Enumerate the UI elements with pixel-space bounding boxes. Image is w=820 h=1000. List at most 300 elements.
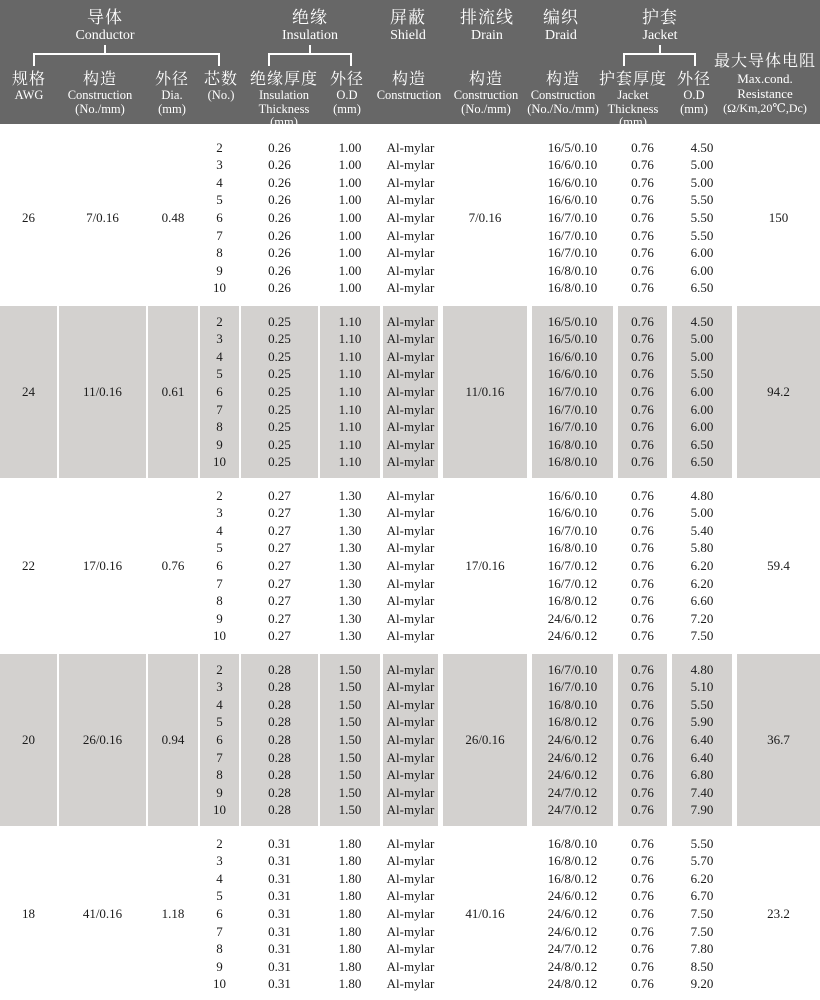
shield-construction-value: Al-mylar (386, 280, 435, 296)
column-header-insulation-thickness-line: Thickness (258, 101, 310, 116)
shield-construction-value: Al-mylar (386, 262, 435, 278)
core-count-value: 4 (216, 696, 223, 712)
awg-24-row-group (0, 306, 820, 478)
jacket-thickness-value: 0.76 (631, 522, 654, 538)
jacket-od-value: 6.20 (690, 558, 714, 574)
jacket-od-value: 4.80 (690, 487, 714, 503)
core-count-value: 4 (216, 174, 223, 190)
insulation-od-value: 1.50 (338, 696, 362, 712)
column-header-shield-construction-line: Construction (376, 88, 442, 102)
jacket-od-value: 6.20 (690, 575, 714, 591)
jacket-thickness-value: 0.76 (631, 714, 654, 730)
shield-construction-value: Al-mylar (386, 888, 435, 904)
shield-construction-value: Al-mylar (386, 139, 435, 155)
core-count-value: 4 (216, 348, 223, 364)
shield-construction-value: Al-mylar (386, 593, 435, 609)
insulation-thickness-value-column (241, 132, 318, 304)
jacket-od-value: 6.50 (690, 436, 714, 452)
shield-construction-value: Al-mylar (386, 245, 435, 261)
braid-construction-value: 24/8/0.12 (547, 976, 598, 992)
column-header-insulation-od (330, 70, 364, 116)
jacket-thickness-value: 0.76 (631, 870, 654, 886)
braid-construction-value-column (532, 306, 613, 478)
insulation-od-value: 1.80 (338, 888, 362, 904)
insulation-od-value: 1.10 (338, 436, 362, 452)
column-header-jacket-od (677, 70, 711, 116)
insulation-thickness-value: 0.26 (268, 157, 291, 173)
shield-construction-value: Al-mylar (386, 157, 435, 173)
jacket-od-value: 5.80 (690, 540, 714, 556)
core-count-value: 2 (216, 313, 223, 329)
shield-construction-value: Al-mylar (386, 384, 435, 400)
jacket-thickness-value-column (618, 480, 667, 652)
jacket-od-value: 6.40 (690, 732, 714, 748)
insulation-od-value: 1.00 (338, 280, 362, 296)
column-header-jacket-od-line: (mm) (680, 101, 708, 116)
jacket-od-value: 5.00 (690, 348, 714, 364)
conductor-dia-value: 1.18 (161, 906, 185, 921)
jacket-thickness-value: 0.76 (631, 679, 654, 695)
core-count-value-column (200, 654, 239, 826)
braid-construction-value: 24/7/0.12 (547, 941, 598, 957)
jacket-od-value: 5.00 (690, 174, 714, 190)
shield-construction-value: Al-mylar (386, 835, 435, 851)
column-header-cores (204, 70, 238, 103)
core-count-value: 5 (216, 192, 223, 208)
jacket-od-value: 7.50 (690, 923, 714, 939)
insulation-od-value: 1.80 (338, 941, 362, 957)
braid-construction-value: 16/7/0.10 (547, 227, 598, 243)
shield-construction-value: Al-mylar (386, 419, 435, 435)
jacket-thickness-value: 0.76 (631, 174, 654, 190)
core-count-value: 3 (216, 157, 223, 173)
insulation-od-value: 1.50 (338, 767, 362, 783)
conductor-construction-value: 11/0.16 (59, 306, 146, 478)
shield-construction-value: Al-mylar (386, 714, 435, 730)
insulation-od-value: 1.10 (338, 331, 362, 347)
group-header-braid-zh: 编织 (543, 8, 579, 27)
jacket-thickness-value-column (618, 654, 667, 826)
insulation-thickness-value: 0.25 (268, 454, 291, 470)
column-header-shield-construction-zh: 构造 (391, 71, 426, 88)
insulation-thickness-value: 0.28 (268, 714, 291, 730)
column-header-jacket-thickness (599, 70, 667, 130)
insulation-bracket-stem (309, 45, 311, 53)
jacket-thickness-value: 0.76 (631, 558, 654, 574)
insulation-thickness-value: 0.25 (268, 348, 291, 364)
insulation-od-value: 1.10 (338, 419, 362, 435)
column-header-jacket-thickness-line: (mm) (619, 115, 647, 129)
group-header-conductor-en: Conductor (75, 28, 135, 43)
braid-construction-value: 16/8/0.12 (547, 853, 598, 869)
core-count-value: 9 (216, 784, 223, 800)
core-count-value-column (200, 132, 239, 304)
core-count-value: 5 (216, 888, 223, 904)
insulation-thickness-value: 0.26 (268, 245, 291, 261)
awg-value: 18 (22, 906, 35, 921)
insulation-od-value: 1.10 (338, 401, 362, 417)
core-count-value: 6 (216, 210, 223, 226)
column-header-resistance-line: Resistance (737, 86, 793, 101)
insulation-od-value-column (320, 654, 380, 826)
braid-construction-value: 16/6/0.10 (547, 174, 598, 190)
jacket-od-value: 5.70 (690, 853, 714, 869)
braid-construction-value: 16/5/0.10 (547, 331, 598, 347)
braid-construction-value: 16/7/0.10 (547, 661, 598, 677)
insulation-thickness-value: 0.31 (268, 976, 291, 992)
shield-construction-value: Al-mylar (386, 174, 435, 190)
shield-construction-value: Al-mylar (386, 628, 435, 644)
braid-construction-value: 24/6/0.12 (547, 906, 598, 922)
insulation-thickness-value: 0.27 (268, 628, 291, 644)
insulation-od-value: 1.00 (338, 262, 362, 278)
awg-22-row-group (0, 480, 820, 652)
braid-construction-value: 24/6/0.12 (547, 628, 598, 644)
insulation-thickness-value: 0.27 (268, 558, 291, 574)
shield-construction-value: Al-mylar (386, 749, 435, 765)
insulation-od-value-column (320, 828, 380, 1000)
braid-construction-value: 16/6/0.10 (547, 192, 598, 208)
jacket-od-value: 9.20 (690, 976, 714, 992)
insulation-thickness-value: 0.31 (268, 853, 291, 869)
core-count-value: 6 (216, 906, 223, 922)
core-count-value: 10 (213, 802, 226, 818)
braid-construction-value: 16/8/0.10 (547, 436, 598, 452)
insulation-thickness-value: 0.31 (268, 958, 291, 974)
insulation-od-value: 1.00 (338, 210, 362, 226)
insulation-od-value: 1.50 (338, 749, 362, 765)
insulation-od-value: 1.10 (338, 366, 362, 382)
column-header-resistance-line: Max.cond. (737, 71, 793, 86)
column-header-drain-construction (454, 70, 519, 116)
shield-construction-value: Al-mylar (386, 540, 435, 556)
shield-construction-value: Al-mylar (386, 575, 435, 591)
resistance-value: 59.4 (767, 558, 790, 573)
shield-construction-value: Al-mylar (386, 210, 435, 226)
shield-construction-value: Al-mylar (386, 436, 435, 452)
insulation-thickness-value: 0.27 (268, 540, 291, 556)
braid-construction-value: 16/8/0.10 (547, 454, 598, 470)
insulation-od-value: 1.30 (338, 505, 362, 521)
braid-construction-value: 16/8/0.10 (547, 835, 598, 851)
jacket-od-value: 6.50 (690, 280, 714, 296)
column-header-conductor-construction-line: (No./mm) (75, 101, 125, 116)
jacket-thickness-value-column (618, 828, 667, 1000)
braid-construction-value-column (532, 654, 613, 826)
core-count-value: 7 (216, 575, 223, 591)
braid-construction-value: 16/5/0.10 (547, 313, 598, 329)
core-count-value: 3 (216, 331, 223, 347)
core-count-value: 2 (216, 487, 223, 503)
braid-construction-value: 24/7/0.12 (547, 802, 598, 818)
jacket-od-value: 7.40 (690, 784, 714, 800)
core-count-value: 7 (216, 923, 223, 939)
column-header-conductor-construction-zh: 构造 (82, 71, 117, 88)
column-header-conductor-dia (155, 70, 189, 116)
shield-construction-value: Al-mylar (386, 487, 435, 503)
jacket-thickness-value: 0.76 (631, 661, 654, 677)
core-count-value: 8 (216, 245, 223, 261)
jacket-od-value: 7.20 (690, 610, 714, 626)
column-header-conductor-construction (68, 70, 133, 116)
jacket-od-value: 6.70 (690, 888, 714, 904)
braid-construction-value: 16/6/0.10 (547, 505, 598, 521)
core-count-value: 8 (216, 593, 223, 609)
awg-26-row-group (0, 132, 820, 304)
column-header-awg-line: AWG (14, 88, 44, 102)
shield-construction-value: Al-mylar (386, 661, 435, 677)
column-header-insulation-thickness-zh: 绝缘厚度 (249, 71, 319, 88)
column-header-jacket-thickness-line: Jacket (617, 88, 649, 102)
insulation-od-value: 1.80 (338, 923, 362, 939)
drain-construction-value: 11/0.16 (443, 306, 527, 478)
insulation-thickness-value: 0.25 (268, 436, 291, 452)
jacket-od-value: 6.60 (690, 593, 714, 609)
insulation-od-value: 1.50 (338, 661, 362, 677)
shield-construction-value: Al-mylar (386, 505, 435, 521)
braid-construction-value: 16/8/0.12 (547, 714, 598, 730)
jacket-thickness-value: 0.76 (631, 628, 654, 644)
insulation-od-value: 1.30 (338, 628, 362, 644)
shield-construction-value: Al-mylar (386, 313, 435, 329)
core-count-value: 10 (213, 976, 226, 992)
group-header-jacket-zh: 护套 (642, 8, 678, 27)
jacket-od-value: 4.50 (690, 313, 714, 329)
awg-20-row-group (0, 654, 820, 826)
jacket-od-value: 4.80 (690, 661, 714, 677)
core-count-value: 5 (216, 714, 223, 730)
column-header-resistance (714, 52, 816, 116)
resistance-value: 23.2 (767, 906, 790, 921)
jacket-thickness-value: 0.76 (631, 835, 654, 851)
shield-construction-value: Al-mylar (386, 558, 435, 574)
jacket-od-value: 4.50 (690, 139, 714, 155)
core-count-value: 6 (216, 732, 223, 748)
conductor-construction-value: 26/0.16 (59, 654, 146, 826)
core-count-value: 6 (216, 558, 223, 574)
braid-construction-value: 16/7/0.10 (547, 245, 598, 261)
shield-construction-value-column (383, 480, 438, 652)
core-count-value-column (200, 480, 239, 652)
braid-construction-value: 24/7/0.12 (547, 784, 598, 800)
insulation-thickness-value: 0.28 (268, 679, 291, 695)
insulation-thickness-value: 0.26 (268, 139, 291, 155)
insulation-od-value-column (320, 480, 380, 652)
braid-construction-value: 16/5/0.10 (547, 139, 598, 155)
insulation-od-value: 1.80 (338, 958, 362, 974)
insulation-od-value: 1.00 (338, 139, 362, 155)
insulation-thickness-value: 0.27 (268, 505, 291, 521)
core-count-value: 3 (216, 505, 223, 521)
braid-construction-value: 16/7/0.10 (547, 419, 598, 435)
core-count-value: 8 (216, 419, 223, 435)
insulation-thickness-value: 0.25 (268, 384, 291, 400)
insulation-thickness-value: 0.25 (268, 331, 291, 347)
braid-construction-value: 16/8/0.12 (547, 593, 598, 609)
jacket-od-value: 6.00 (690, 384, 714, 400)
core-count-value-column (200, 306, 239, 478)
jacket-thickness-value: 0.76 (631, 192, 654, 208)
jacket-od-value-column (672, 480, 732, 652)
jacket-thickness-value: 0.76 (631, 262, 654, 278)
shield-construction-value: Al-mylar (386, 941, 435, 957)
insulation-od-value: 1.80 (338, 976, 362, 992)
insulation-thickness-value: 0.27 (268, 610, 291, 626)
jacket-od-value: 5.00 (690, 157, 714, 173)
jacket-thickness-value: 0.76 (631, 401, 654, 417)
insulation-thickness-value: 0.25 (268, 313, 291, 329)
braid-construction-value: 24/6/0.12 (547, 749, 598, 765)
jacket-thickness-value: 0.76 (631, 436, 654, 452)
insulation-od-value: 1.50 (338, 732, 362, 748)
insulation-od-value: 1.10 (338, 454, 362, 470)
shield-construction-value: Al-mylar (386, 784, 435, 800)
braid-construction-value: 24/6/0.12 (547, 767, 598, 783)
jacket-thickness-value: 0.76 (631, 802, 654, 818)
column-header-jacket-od-zh: 外径 (676, 71, 712, 88)
insulation-thickness-value: 0.28 (268, 749, 291, 765)
insulation-od-value: 1.50 (338, 784, 362, 800)
column-header-conductor-dia-line: (mm) (158, 101, 186, 116)
insulation-thickness-value: 0.31 (268, 941, 291, 957)
jacket-od-value: 5.50 (690, 366, 714, 382)
core-count-value: 2 (216, 835, 223, 851)
braid-construction-value-column (532, 828, 613, 1000)
jacket-thickness-value: 0.76 (631, 245, 654, 261)
group-header-conductor-zh: 导体 (86, 8, 123, 27)
braid-construction-value: 16/8/0.10 (547, 280, 598, 296)
jacket-thickness-value: 0.76 (631, 923, 654, 939)
column-header-awg-zh: 规格 (11, 71, 47, 88)
insulation-od-value: 1.30 (338, 487, 362, 503)
braid-construction-value: 16/8/0.10 (547, 696, 598, 712)
insulation-thickness-value: 0.28 (268, 767, 291, 783)
column-header-conductor-dia-zh: 外径 (154, 71, 190, 88)
jacket-od-value: 6.50 (690, 454, 714, 470)
jacket-bracket-stem (659, 45, 661, 53)
awg-value: 26 (22, 210, 35, 225)
column-header-conductor-dia-line: Dia. (161, 88, 183, 102)
core-count-value: 5 (216, 366, 223, 382)
group-header-shield-en: Shield (390, 28, 426, 43)
insulation-od-value: 1.10 (338, 348, 362, 364)
shield-construction-value: Al-mylar (386, 366, 435, 382)
jacket-od-value: 6.80 (690, 767, 714, 783)
insulation-thickness-value: 0.28 (268, 696, 291, 712)
insulation-thickness-value: 0.27 (268, 593, 291, 609)
insulation-od-value: 1.30 (338, 522, 362, 538)
jacket-od-value: 7.50 (690, 906, 714, 922)
table-header (0, 0, 820, 129)
jacket-od-value: 5.90 (690, 714, 714, 730)
braid-construction-value: 24/6/0.12 (547, 732, 598, 748)
jacket-thickness-value: 0.76 (631, 767, 654, 783)
jacket-thickness-value: 0.76 (631, 540, 654, 556)
drain-construction-value: 41/0.16 (465, 906, 505, 921)
insulation-od-value: 1.30 (338, 558, 362, 574)
jacket-bracket (623, 53, 696, 66)
column-header-braid-construction-zh: 构造 (545, 71, 580, 88)
shield-construction-value: Al-mylar (386, 227, 435, 243)
core-count-value: 10 (213, 280, 226, 296)
jacket-od-value: 5.50 (690, 227, 714, 243)
column-header-insulation-od-zh: 外径 (329, 71, 365, 88)
jacket-thickness-value: 0.76 (631, 749, 654, 765)
conductor-construction-value: 41/0.16 (82, 906, 123, 921)
jacket-od-value: 7.90 (690, 802, 714, 818)
insulation-thickness-value: 0.28 (268, 784, 291, 800)
core-count-value: 7 (216, 749, 223, 765)
shield-construction-value: Al-mylar (386, 696, 435, 712)
group-header-braid (543, 8, 579, 44)
insulation-thickness-value: 0.27 (268, 487, 291, 503)
braid-construction-value-column (532, 132, 613, 304)
resistance-value: 150 (768, 210, 789, 225)
insulation-od-value: 1.30 (338, 575, 362, 591)
insulation-thickness-value-column (241, 480, 318, 652)
core-count-value: 9 (216, 958, 223, 974)
core-count-value: 6 (216, 384, 223, 400)
jacket-thickness-value: 0.76 (631, 575, 654, 591)
group-header-jacket-en: Jacket (642, 28, 678, 43)
jacket-thickness-value: 0.76 (631, 227, 654, 243)
jacket-od-value: 5.00 (690, 505, 714, 521)
column-header-insulation-od-line: O.D (336, 88, 358, 102)
group-header-insulation-zh: 绝缘 (292, 8, 328, 27)
core-count-value: 7 (216, 401, 223, 417)
shield-construction-value-column (383, 828, 438, 1000)
group-header-drain-en: Drain (471, 28, 503, 43)
shield-construction-value: Al-mylar (386, 853, 435, 869)
core-count-value: 7 (216, 227, 223, 243)
shield-construction-value: Al-mylar (386, 192, 435, 208)
group-header-drain (460, 8, 514, 44)
braid-construction-value: 24/8/0.12 (547, 958, 598, 974)
drain-construction-value: 26/0.16 (443, 654, 527, 826)
insulation-thickness-value: 0.28 (268, 661, 291, 677)
jacket-thickness-value: 0.76 (631, 888, 654, 904)
insulation-od-value: 1.00 (338, 227, 362, 243)
braid-construction-value: 16/6/0.10 (547, 348, 598, 364)
core-count-value: 10 (213, 628, 226, 644)
jacket-thickness-value: 0.76 (631, 139, 654, 155)
braid-construction-value: 16/7/0.10 (547, 522, 598, 538)
insulation-od-value: 1.50 (338, 714, 362, 730)
awg-18-row-group (0, 828, 820, 1000)
jacket-thickness-value: 0.76 (631, 976, 654, 992)
braid-construction-value: 16/6/0.10 (547, 157, 598, 173)
jacket-thickness-value: 0.76 (631, 505, 654, 521)
core-count-value: 2 (216, 661, 223, 677)
conductor-bracket-stem (104, 45, 106, 53)
insulation-od-value: 1.50 (338, 802, 362, 818)
insulation-od-value: 1.50 (338, 679, 362, 695)
drain-construction-value: 7/0.16 (468, 210, 502, 225)
jacket-thickness-value: 0.76 (631, 593, 654, 609)
jacket-thickness-value: 0.76 (631, 906, 654, 922)
shield-construction-value: Al-mylar (386, 802, 435, 818)
braid-construction-value: 24/6/0.12 (547, 923, 598, 939)
jacket-od-value: 5.50 (690, 210, 714, 226)
insulation-thickness-value: 0.26 (268, 280, 291, 296)
table-body (0, 132, 820, 1000)
column-header-insulation-thickness-line: (mm) (270, 115, 298, 129)
jacket-od-value: 7.80 (690, 941, 714, 957)
column-header-jacket-thickness-line: Thickness (607, 101, 659, 116)
insulation-od-value: 1.80 (338, 870, 362, 886)
jacket-od-value: 5.50 (690, 835, 714, 851)
jacket-thickness-value: 0.76 (631, 419, 654, 435)
